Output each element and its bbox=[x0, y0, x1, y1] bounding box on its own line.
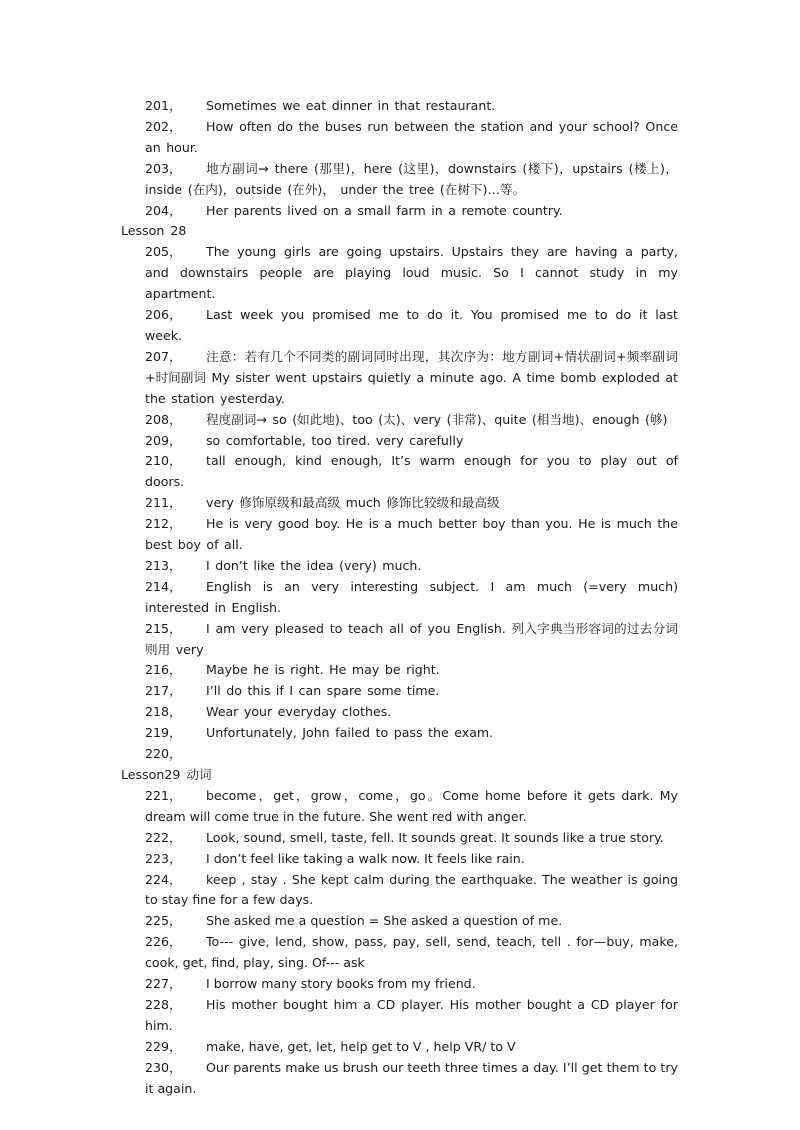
numbered-entry bbox=[0, 577, 800, 619]
numbered-entry bbox=[0, 347, 800, 410]
entry-text: His mother bought him a CD player. His mother bought a CD player for him. bbox=[145, 996, 678, 1033]
entry-text: I don’t like the idea (very) much. bbox=[206, 557, 422, 573]
document-page bbox=[0, 96, 800, 1100]
numbered-entry bbox=[0, 514, 800, 556]
numbered-entry bbox=[0, 723, 800, 744]
entry-number: 226， bbox=[145, 934, 182, 950]
entry-text: Maybe he is right. He may be right. bbox=[206, 662, 440, 678]
numbered-entry bbox=[0, 870, 800, 912]
numbered-entry bbox=[0, 619, 800, 661]
numbered-entry bbox=[0, 410, 800, 431]
numbered-entry bbox=[0, 556, 800, 577]
entry-text: 注意：若有几个不同类的副词同时出现，其次序为：地方副词+情状副词+频率副词+时间副词 My sister went upstairs quietly a minute ago. A time bomb exploded at the station yesterday. bbox=[145, 348, 678, 406]
entry-number: 225， bbox=[145, 913, 182, 929]
numbered-entry bbox=[0, 932, 800, 974]
entry-number: 213， bbox=[145, 557, 182, 573]
numbered-entry bbox=[0, 702, 800, 723]
entry-number: 215， bbox=[145, 620, 182, 636]
entry-number: 218， bbox=[145, 704, 182, 720]
numbered-entry bbox=[0, 744, 800, 765]
entry-number: 204， bbox=[145, 202, 182, 218]
numbered-entry bbox=[0, 911, 800, 932]
numbered-entry bbox=[0, 786, 800, 828]
numbered-entry bbox=[0, 660, 800, 681]
entry-number: 201， bbox=[145, 98, 182, 113]
entry-text: The young girls are going upstairs. Upstairs they are having a party, and downstairs people are playing loud music. So I cannot study in my apartment. bbox=[145, 244, 678, 302]
numbered-entry bbox=[0, 431, 800, 452]
entry-number: 230， bbox=[145, 1059, 182, 1075]
entry-text: English is an very interesting subject. I am much (=very much) interested in English. bbox=[145, 578, 678, 615]
entry-text: Last week you promised me to do it. You promised me to do it last week. bbox=[145, 307, 678, 343]
entry-text: Wear your everyday clothes. bbox=[206, 704, 392, 720]
entry-text: 程度副词→ so (如此地)、too (太)、very (非常)、quite (相当地)、enough (够) bbox=[206, 411, 668, 427]
entry-text: Her parents lived on a small farm in a remote country. bbox=[206, 202, 563, 218]
entry-text: How often do the buses run between the station and your school? Once an hour. bbox=[145, 118, 678, 155]
numbered-entry bbox=[0, 117, 800, 159]
numbered-entry bbox=[0, 681, 800, 702]
entry-text: Sometimes we eat dinner in that restaurant. bbox=[206, 98, 496, 113]
entry-number: 221， bbox=[145, 787, 182, 803]
entry-number: 219， bbox=[145, 725, 182, 741]
numbered-entry bbox=[0, 493, 800, 514]
entry-number: 212， bbox=[145, 516, 182, 532]
entry-number: 217， bbox=[145, 683, 182, 699]
entry-number: 211， bbox=[145, 495, 182, 511]
entry-number: 224， bbox=[145, 871, 182, 887]
entry-text: Look, sound, smell, taste, fell. It sounds great. It sounds like a true story. bbox=[206, 829, 664, 845]
entry-text: I’ll do this if I can spare some time. bbox=[206, 683, 440, 699]
numbered-entry bbox=[0, 201, 800, 222]
entry-text: Unfortunately, John failed to pass the exam. bbox=[206, 725, 494, 741]
numbered-entry bbox=[0, 305, 800, 347]
entry-text: Our parents make us brush our teeth three times a day. I’ll get them to try it again. bbox=[145, 1059, 678, 1096]
entry-text: 地方副词→ there (那里)，here (这里)，downstairs (楼下)，upstairs (楼上)，inside (在内)，outside (在外)， under the tree (在树下)…等。 bbox=[145, 160, 678, 197]
entry-text: very 修饰原级和最高级 much 修饰比较级和最高级 bbox=[206, 495, 500, 511]
numbered-entry bbox=[0, 849, 800, 870]
entry-number: 223， bbox=[145, 850, 182, 866]
entry-text: To--- give, lend, show, pass, pay, sell, send, teach, tell . for—buy, make, cook, get, find, play, sing. Of--- ask bbox=[145, 934, 678, 971]
lesson-heading: Lesson29 动词 bbox=[121, 767, 212, 782]
numbered-entry bbox=[0, 974, 800, 995]
entry-text: I borrow many story books from my friend. bbox=[206, 976, 476, 992]
entry-number: 205， bbox=[145, 244, 182, 260]
numbered-entry bbox=[0, 242, 800, 305]
entry-number: 202， bbox=[145, 118, 182, 134]
entry-number: 227， bbox=[145, 976, 182, 992]
entry-number: 220， bbox=[145, 746, 182, 762]
entry-text: He is very good boy. He is a much better boy than you. He is much the best boy of all. bbox=[145, 516, 678, 553]
numbered-entry bbox=[0, 1058, 800, 1100]
entry-number: 208， bbox=[145, 411, 182, 427]
entry-text bbox=[145, 744, 678, 765]
entry-number: 214， bbox=[145, 578, 182, 594]
numbered-entry bbox=[0, 451, 800, 493]
entry-text: tall enough, kind enough, It’s warm enough for you to play out of doors. bbox=[145, 453, 678, 490]
entry-number: 229， bbox=[145, 1038, 182, 1054]
entry-number: 207， bbox=[145, 348, 182, 364]
entry-number: 210， bbox=[145, 453, 182, 469]
entry-text: become，get，grow，come，go。Come home before it gets dark. My dream will come true in the future. She went red with anger. bbox=[145, 787, 678, 824]
entry-text: keep , stay . She kept calm during the earthquake. The weather is going to stay fine for a few days. bbox=[145, 871, 678, 908]
entry-text: I am very pleased to teach all of you English. 列入字典当形容词的过去分词则用 very bbox=[145, 620, 678, 657]
numbered-entry bbox=[0, 159, 800, 201]
entry-text: make, have, get, let, help get to V , help VR/ to V bbox=[206, 1038, 516, 1054]
entry-text: I don’t feel like taking a walk now. It feels like rain. bbox=[206, 850, 525, 866]
numbered-entry bbox=[0, 828, 800, 849]
entry-number: 222， bbox=[145, 829, 182, 845]
entry-number: 228， bbox=[145, 996, 182, 1012]
entry-number: 206， bbox=[145, 307, 182, 323]
numbered-entry bbox=[0, 96, 800, 117]
entry-number: 216， bbox=[145, 662, 182, 678]
numbered-entry bbox=[0, 995, 800, 1037]
lesson-heading: Lesson 28 bbox=[121, 223, 187, 239]
numbered-entry bbox=[0, 1037, 800, 1058]
entry-text: so comfortable, too tired. very carefully bbox=[206, 432, 464, 448]
entry-number: 203， bbox=[145, 160, 182, 176]
entry-text: She asked me a question = She asked a question of me. bbox=[206, 913, 563, 929]
entry-number: 209， bbox=[145, 432, 182, 448]
